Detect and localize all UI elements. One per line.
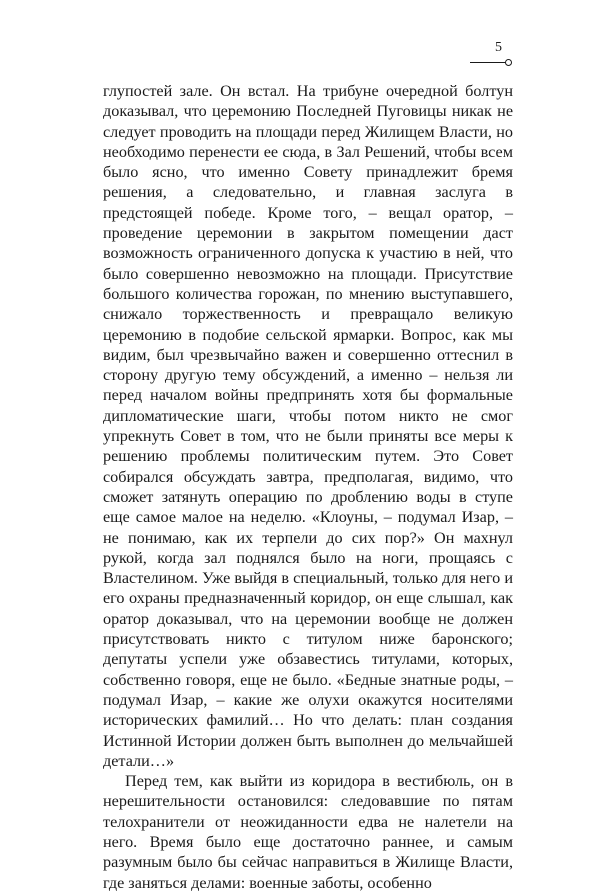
body-text <box>103 81 513 893</box>
paragraph-2: Перед тем, как выйти из коридора в вестибюль, он в нерешительности остановился: следовавшие по пятам телохранители от неожиданности едва не налетели на него. Время было еще достаточно раннее, и самым разумным было бы сейчас направиться в Жилище Власти, где заняться делами: военные заботы, особенно <box>103 772 513 892</box>
paragraph-1: глупостей зале. Он встал. На трибуне очередной болтун доказывал, что церемонию Последней Пуговицы никак не следует проводить на площади перед Жилищем Власти, но необходимо перенести ее сюда, в Зал Решений, чтобы всем было ясно, что именно Совету принадлежит бремя решения, а следовательно, и главная заслуга в предстоящей победе. Кроме того, – вещал оратор, – проведение церемонии в закрытом помещении даст возможность ограниченного допуска к участию в ней, что было совершенно невозможно на площади. Присутствие большого количества горожан, по мнению выступавшего, снижало торжественность и превращало великую церемонию в подобие сельской ярмарки. Вопрос, как мы видим, был чрезвычайно важен и совершенно оттеснил в сторону другую тему обсуждений, а именно – нельзя ли перед началом войны предпринять хотя бы формальные дипломатические шаги, чтобы потом никто не смог упрекнуть Совет в том, что не были приняты все меры к решению проблемы политическим путем. Это Совет собирался обсуждать завтра, предполагая, видимо, что сможет затянуть операцию по дроблению воды в ступе еще самое малое на неделю. «Клоуны, – подумал Изар, – не понимаю, как их терпели до сих пор?» Он махнул рукой, когда зал поднялся было на ноги, прощаясь с Властелином. Уже выйдя в специальный, только для него и его охраны предназначенный коридор, он еще слышал, как оратор доказывал, что на церемонии вообще не должен присутствовать никто с титулом ниже баронского; депутаты успели уже обзавестись титулами, которых, собственно говоря, еще не было. «Бедные знатные роды, – подумал Изар, – какие же олухи окажутся носителями исторических фамилий… Но что делать: план создания Истинной Истории должен быть выполнен до мельчайшей детали…» <box>103 82 513 770</box>
header-rule <box>470 62 508 63</box>
page-header <box>472 40 512 80</box>
header-ornament-circle <box>505 59 512 66</box>
page-number: 5 <box>495 40 502 55</box>
